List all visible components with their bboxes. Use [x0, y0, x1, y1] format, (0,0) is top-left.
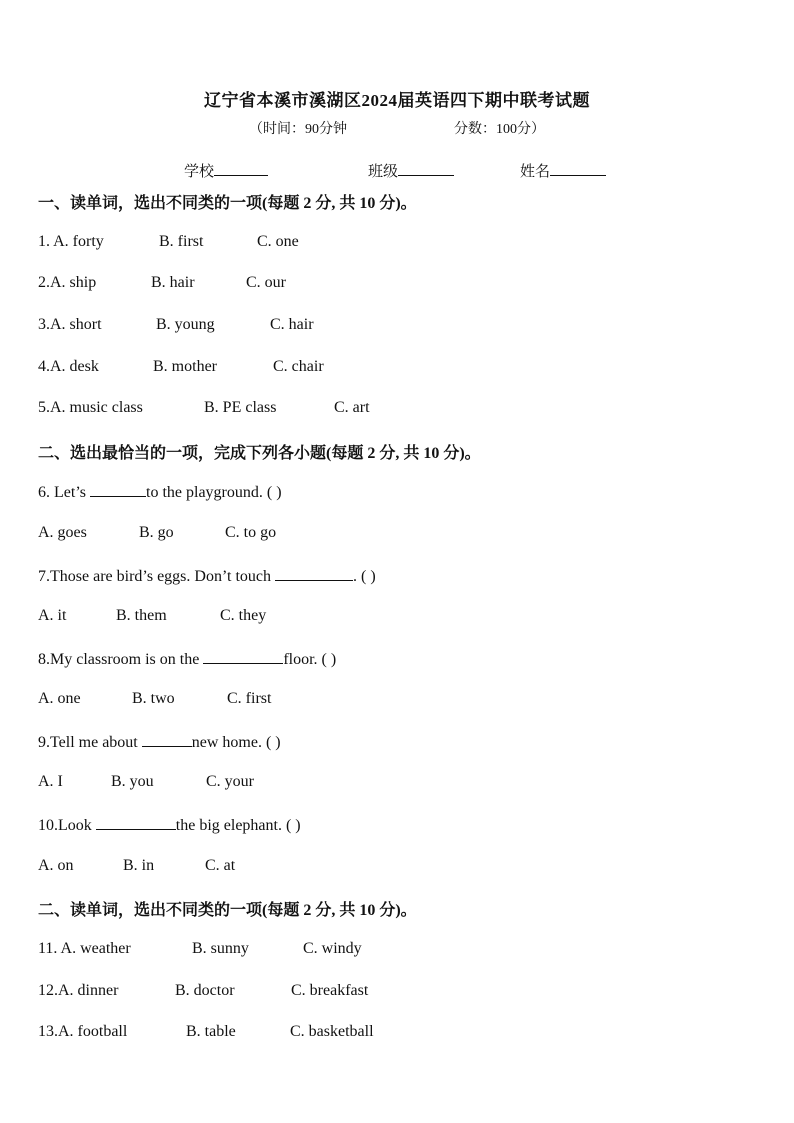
question-12: 12.A. dinner B. doctor C. breakfast [38, 982, 369, 999]
answer-blank[interactable] [96, 815, 176, 830]
question-2: 2.A. ship B. hair C. our [38, 274, 286, 291]
exam-meta [0, 118, 794, 138]
question-10-options: A. on B. in C. at [38, 857, 236, 874]
question-3: 3.A. short B. young C. hair [38, 316, 314, 333]
question-5: 5.A. music class B. PE class C. art [38, 399, 370, 416]
name-field [520, 160, 606, 181]
name-label: 姓名 [520, 164, 551, 180]
answer-blank[interactable] [142, 732, 192, 747]
school-field [184, 160, 268, 181]
question-8-options: A. one B. two C. first [38, 690, 272, 707]
question-13: 13.A. football B. table C. basketball [38, 1023, 374, 1040]
question-6: 6. Let’s to the playground. ( ) [38, 484, 282, 501]
school-blank[interactable] [214, 161, 268, 176]
page-title: 辽宁省本溪市溪湖区2024届英语四下期中联考试题 [204, 91, 590, 110]
question-8: 8.My classroom is on the floor. ( ) [38, 651, 337, 668]
answer-blank[interactable] [90, 482, 146, 497]
class-field [368, 160, 454, 181]
question-9: 9.Tell me about new home. ( ) [38, 734, 281, 751]
question-10: 10.Look the big elephant. ( ) [38, 817, 301, 834]
question-11: 11. A. weather B. sunny C. windy [38, 940, 362, 957]
class-label: 班级 [368, 164, 399, 180]
section-3-heading: 二、读单词，选出不同类的一项(每题 2 分, 共 10 分)。 [38, 902, 417, 919]
section-2-heading: 二、选出最恰当的一项，完成下列各小题(每题 2 分, 共 10 分)。 [38, 445, 481, 462]
class-blank[interactable] [398, 161, 454, 176]
name-blank[interactable] [550, 161, 606, 176]
section-1-heading: 一、读单词，选出不同类的一项(每题 2 分, 共 10 分)。 [38, 195, 417, 212]
question-1: 1. A. forty B. first C. one [38, 233, 299, 250]
answer-blank[interactable] [275, 566, 353, 581]
exam-time: （时间：90分钟 [249, 122, 347, 137]
question-7: 7.Those are bird’s eggs. Don’t touch . ( ) [38, 568, 376, 585]
exam-score: 分数：100分） [454, 122, 545, 137]
question-6-options: A. goes B. go C. to go [38, 524, 277, 541]
school-label: 学校 [184, 164, 215, 180]
question-7-options: A. it B. them C. they [38, 607, 267, 624]
question-9-options: A. I B. you C. your [38, 773, 254, 790]
answer-blank[interactable] [203, 649, 283, 664]
question-4: 4.A. desk B. mother C. chair [38, 358, 324, 375]
